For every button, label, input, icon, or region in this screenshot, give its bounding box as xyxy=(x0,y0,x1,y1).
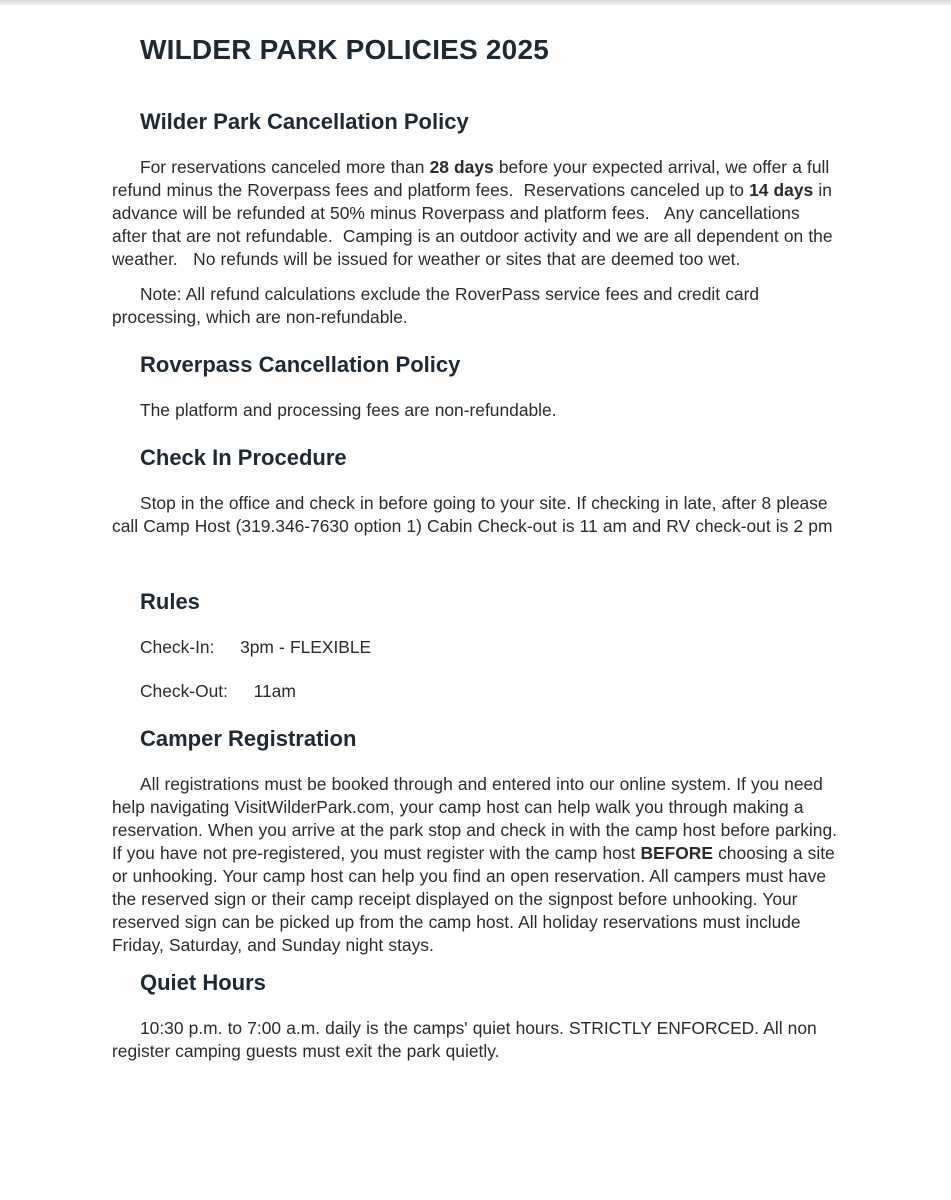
section-rules xyxy=(112,588,838,703)
document-page xyxy=(0,5,951,1063)
paragraph-check-in-procedure: Stop in the office and check in before going to your site. If checking in late, after 8 please call Camp Host (319.346-7630 option 1) Cabin Check-out is 11 am and RV check-out is 2 pm xyxy=(112,493,833,536)
section-camper-registration xyxy=(112,725,843,957)
document-title: WILDER PARK POLICIES 2025 xyxy=(140,34,550,65)
heading-quiet-hours: Quiet Hours xyxy=(140,970,266,995)
section-wilder-park-cancellation-policy xyxy=(112,108,838,329)
rule-check-in-time: Check-In: 3pm - FLEXIBLE xyxy=(140,637,372,657)
paragraph-platform-fees: The platform and processing fees are non-refundable. xyxy=(140,400,557,420)
heading-roverpass-cancellation-policy: Roverpass Cancellation Policy xyxy=(140,352,461,377)
paragraph-cancellation-terms: For reservations canceled more than 28 days before your expected arrival, we offer a full refund minus the Roverpass fees and platform fees. Reservations canceled up to 14 days in advance will be refunded at 50% minus Roverpass and platform fees. Any cancellations after that are not refundable. Camping is an outdoor activity and we are all dependent on the weather. No refunds will be issued for weather or sites that are deemed too wet. xyxy=(112,157,838,269)
paragraph-camper-registration: All registrations must be booked through and entered into our online system. If you need help navigating VisitWilderPark.com, your camp host can help walk you through making a reservation. When you arrive at the park stop and check in with the camp host before parking. If you have not pre-registered, you must register with the camp host BEFORE choosing a site or unhooking. Your camp host can help you find an open reservation. All campers must have the reserved sign or their camp receipt displayed on the signpost before unhooking. Your reserved sign can be picked up from the camp host. All holiday reservations must include Friday, Saturday, and Sunday night stays. xyxy=(112,774,843,955)
heading-rules: Rules xyxy=(140,589,200,614)
heading-camper-registration: Camper Registration xyxy=(140,726,357,751)
heading-wilder-park-cancellation-policy: Wilder Park Cancellation Policy xyxy=(140,109,469,134)
section-quiet-hours xyxy=(112,969,838,1063)
heading-check-in-procedure: Check In Procedure xyxy=(140,445,347,470)
rule-check-out-time: Check-Out: 11am xyxy=(140,681,296,701)
paragraph-quiet-hours: 10:30 p.m. to 7:00 a.m. daily is the camps' quiet hours. STRICTLY ENFORCED. All non register camping guests must exit the park quietly. xyxy=(112,1018,822,1061)
section-check-in-procedure xyxy=(112,444,838,538)
paragraph-refund-note: Note: All refund calculations exclude the RoverPass service fees and credit card processing, which are non-refundable. xyxy=(112,284,765,327)
section-roverpass-cancellation-policy xyxy=(112,351,838,422)
